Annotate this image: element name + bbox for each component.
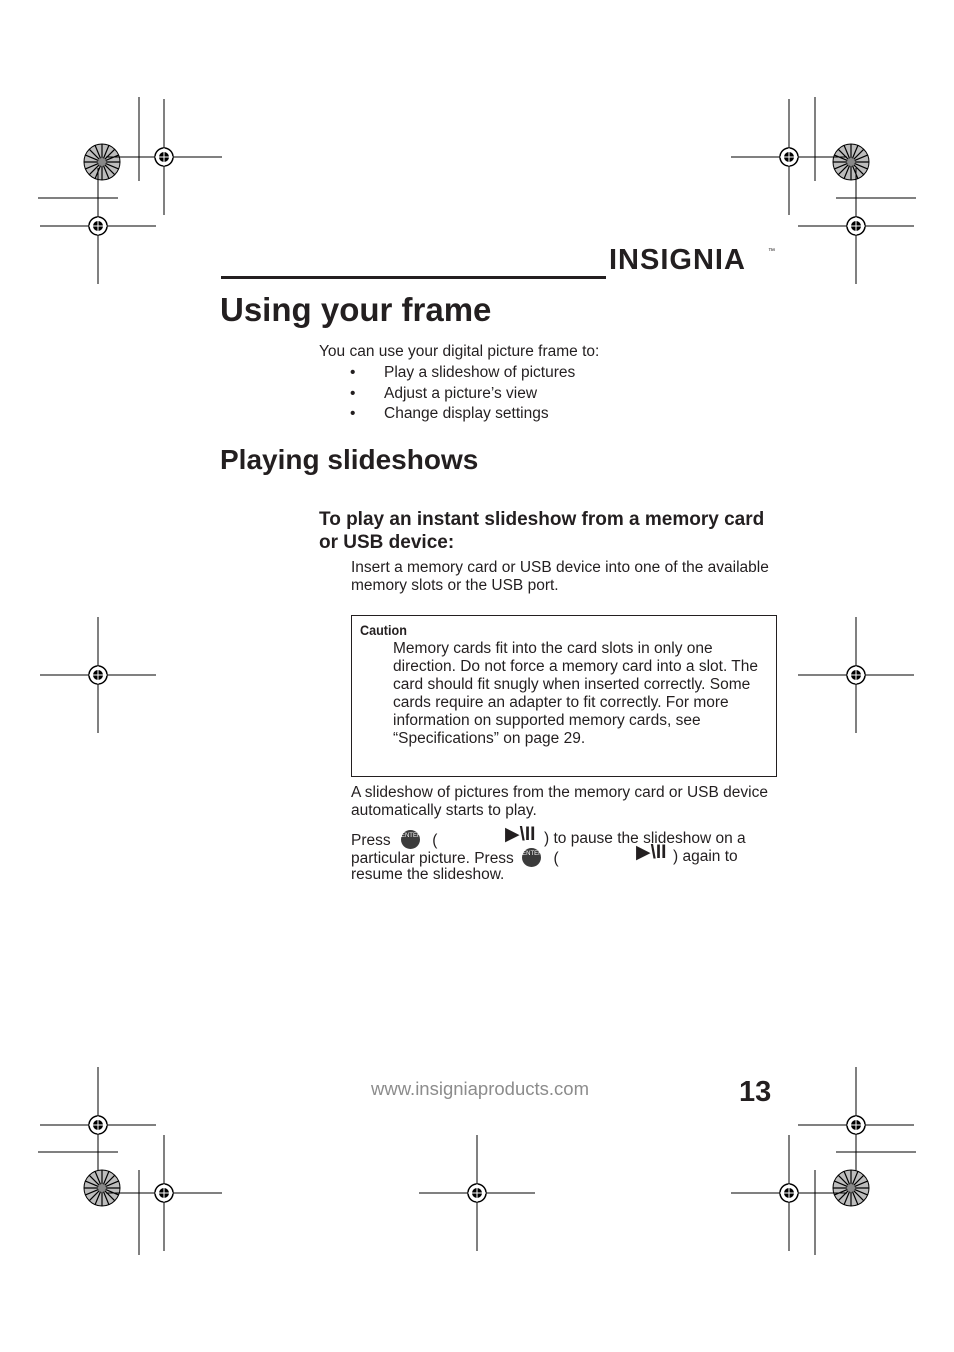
section-heading: Playing slideshows xyxy=(220,444,479,475)
press-line-2: particular picture. Press ENTER ( ▶\II ) again to xyxy=(351,842,738,867)
enter-button-icon: ENTER xyxy=(522,848,541,867)
insignia-logo xyxy=(609,240,777,284)
page-number: 13 xyxy=(739,1076,772,1108)
footer-url[interactable]: www.insigniaproducts.com xyxy=(371,1078,589,1099)
bullet-icon: • xyxy=(350,364,356,381)
step-insert-text: Insert a memory card or USB device into one of the available memory slots or the USB port. xyxy=(351,559,769,594)
bullet-icon: • xyxy=(350,384,356,402)
logo-wordmark: INSIGNIA xyxy=(609,244,746,276)
page-title: Using your frame xyxy=(220,291,492,328)
press-instructions xyxy=(351,824,771,884)
procedure-title: To play an instant slideshow from a memory card or USB device: xyxy=(319,509,765,553)
intro-text: You can use your digital picture frame to: xyxy=(319,343,600,360)
caution-title: Caution xyxy=(360,622,407,638)
logo-trademark: ™ xyxy=(768,248,775,255)
caution-box xyxy=(351,615,777,777)
header-rule xyxy=(221,276,606,279)
bullet-icon: • xyxy=(350,405,356,422)
result-text: A slideshow of pictures from the memory card or USB device automatically starts to play. xyxy=(351,784,768,819)
press-line-3: resume the slideshow. xyxy=(351,866,505,883)
play-pause-icon: ▶\II xyxy=(505,824,536,845)
press-line-1: Press ENTER ( ▶\II ) to pause the slideshow on a xyxy=(351,824,746,849)
enter-button-icon: ENTER xyxy=(401,830,420,849)
play-pause-icon: ▶\II xyxy=(636,842,667,863)
caution-body: Memory cards fit into the card slots in only one direction. Do not force a memory card into a slot. The card should fit snugly when inserted correctly. Some cards require an adapter to fit correctly. For more information on supported memory cards, see “Specifications” on page 29. xyxy=(393,640,758,747)
